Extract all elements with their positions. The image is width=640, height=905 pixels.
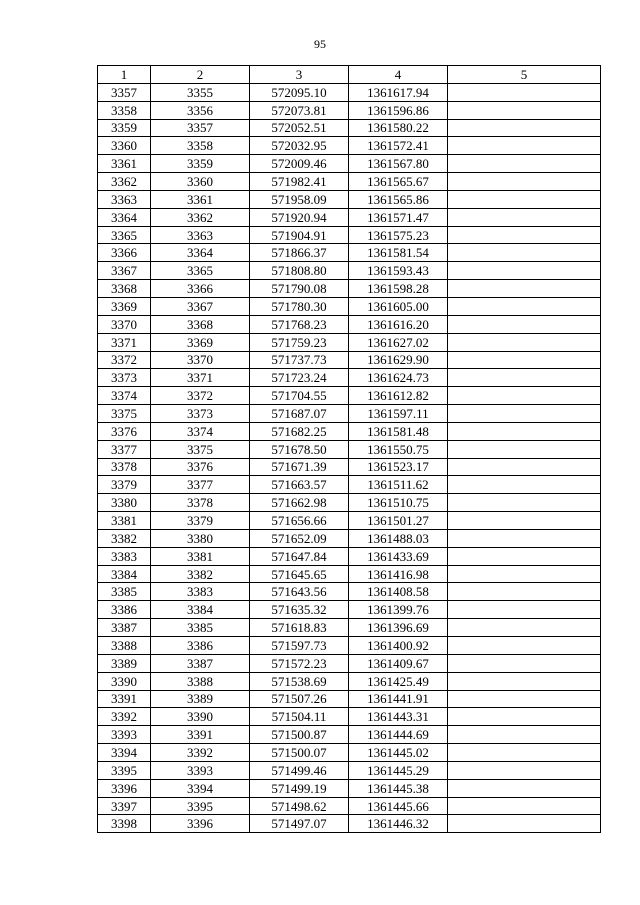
table-row <box>98 512 601 530</box>
table-cell: 571866.37 <box>250 244 349 262</box>
table-cell: 3382 <box>98 529 151 547</box>
table-cell: 3387 <box>98 619 151 637</box>
table-cell: 571597.73 <box>250 637 349 655</box>
table-cell: 1361629.90 <box>349 351 448 369</box>
table-cell: 1361433.69 <box>349 547 448 565</box>
table-cell: 3363 <box>151 226 250 244</box>
table-cell <box>448 744 601 762</box>
table-cell: 3384 <box>98 565 151 583</box>
table-cell: 1361627.02 <box>349 333 448 351</box>
table-cell: 571759.23 <box>250 333 349 351</box>
table-row <box>98 83 601 101</box>
table-cell: 3374 <box>98 387 151 405</box>
table-cell: 3363 <box>98 190 151 208</box>
table-cell: 571904.91 <box>250 226 349 244</box>
table-row <box>98 280 601 298</box>
table-row <box>98 119 601 137</box>
table-cell: 3394 <box>151 779 250 797</box>
table-cell: 1361580.22 <box>349 119 448 137</box>
table-cell: 3370 <box>98 315 151 333</box>
table-cell: 3368 <box>98 280 151 298</box>
table-cell: 1361565.67 <box>349 173 448 191</box>
table-cell <box>448 173 601 191</box>
table-cell: 571497.07 <box>250 815 349 833</box>
table-cell: 1361567.80 <box>349 155 448 173</box>
table-cell: 1361575.23 <box>349 226 448 244</box>
table-cell: 3377 <box>151 476 250 494</box>
table-cell: 3395 <box>151 797 250 815</box>
table-cell: 1361511.62 <box>349 476 448 494</box>
table-cell: 571499.46 <box>250 761 349 779</box>
table-row <box>98 262 601 280</box>
table-cell: 3364 <box>151 244 250 262</box>
table-cell: 3390 <box>151 708 250 726</box>
table-cell: 3379 <box>151 512 250 530</box>
table-cell: 571723.24 <box>250 369 349 387</box>
table-cell: 1361565.86 <box>349 190 448 208</box>
table-cell: 3369 <box>151 333 250 351</box>
table-cell: 571500.07 <box>250 744 349 762</box>
table-cell: 1361501.27 <box>349 512 448 530</box>
table-cell: 3376 <box>98 422 151 440</box>
table-row <box>98 744 601 762</box>
table-cell: 3376 <box>151 458 250 476</box>
table-row <box>98 529 601 547</box>
column-header: 2 <box>151 66 250 84</box>
table-row <box>98 565 601 583</box>
table-cell: 1361400.92 <box>349 637 448 655</box>
table-cell: 571538.69 <box>250 672 349 690</box>
table-cell: 3379 <box>98 476 151 494</box>
column-header: 1 <box>98 66 151 84</box>
table-cell: 571687.07 <box>250 405 349 423</box>
table-cell: 1361441.91 <box>349 690 448 708</box>
table-cell <box>448 137 601 155</box>
table-cell: 1361399.76 <box>349 601 448 619</box>
table-cell <box>448 797 601 815</box>
table-cell <box>448 690 601 708</box>
table-body <box>98 83 601 832</box>
table-cell <box>448 387 601 405</box>
table-cell: 1361445.66 <box>349 797 448 815</box>
table-cell <box>448 779 601 797</box>
table-row <box>98 797 601 815</box>
table-cell: 1361581.54 <box>349 244 448 262</box>
table-cell: 3389 <box>98 654 151 672</box>
table-cell: 1361445.38 <box>349 779 448 797</box>
table-cell: 3375 <box>151 440 250 458</box>
table-cell: 3385 <box>98 583 151 601</box>
table-cell: 3391 <box>98 690 151 708</box>
table-cell: 571499.19 <box>250 779 349 797</box>
table-row <box>98 297 601 315</box>
table-cell: 3395 <box>98 761 151 779</box>
table-cell <box>448 280 601 298</box>
table-cell: 3390 <box>98 672 151 690</box>
table-cell <box>448 654 601 672</box>
table-cell: 3373 <box>151 405 250 423</box>
table-cell: 3383 <box>151 583 250 601</box>
table-row <box>98 761 601 779</box>
table-cell: 3396 <box>151 815 250 833</box>
table-row <box>98 779 601 797</box>
table-row <box>98 690 601 708</box>
table-cell <box>448 583 601 601</box>
table-row <box>98 672 601 690</box>
table-cell: 3389 <box>151 690 250 708</box>
table-cell <box>448 422 601 440</box>
table-cell: 1361416.98 <box>349 565 448 583</box>
table-cell <box>448 101 601 119</box>
table-cell: 1361445.02 <box>349 744 448 762</box>
page-number: 95 <box>314 37 326 51</box>
table-cell <box>448 815 601 833</box>
table-cell: 3393 <box>98 726 151 744</box>
table-cell <box>448 208 601 226</box>
table-row <box>98 155 601 173</box>
table-cell: 1361425.49 <box>349 672 448 690</box>
table-cell: 1361396.69 <box>349 619 448 637</box>
table-cell: 3360 <box>151 173 250 191</box>
table-cell: 571635.32 <box>250 601 349 619</box>
table-cell: 3380 <box>151 529 250 547</box>
table-cell: 3361 <box>151 190 250 208</box>
table-row <box>98 726 601 744</box>
table-cell: 3367 <box>98 262 151 280</box>
table-cell: 571498.62 <box>250 797 349 815</box>
table-cell: 571982.41 <box>250 173 349 191</box>
table-cell: 3388 <box>98 637 151 655</box>
table-cell: 3383 <box>98 547 151 565</box>
table-cell: 3360 <box>98 137 151 155</box>
table-cell: 3386 <box>98 601 151 619</box>
table-cell: 572095.10 <box>250 83 349 101</box>
table-row <box>98 244 601 262</box>
table-cell: 1361572.41 <box>349 137 448 155</box>
table-cell: 3372 <box>151 387 250 405</box>
table-cell <box>448 761 601 779</box>
table-row <box>98 369 601 387</box>
table-cell: 571504.11 <box>250 708 349 726</box>
table-row <box>98 333 601 351</box>
table-cell: 3392 <box>98 708 151 726</box>
table-cell: 3374 <box>151 422 250 440</box>
column-header: 4 <box>349 66 448 84</box>
table-cell <box>448 226 601 244</box>
table-cell: 3373 <box>98 369 151 387</box>
table-cell: 1361408.58 <box>349 583 448 601</box>
table-cell: 572052.51 <box>250 119 349 137</box>
table-cell: 1361571.47 <box>349 208 448 226</box>
table-cell <box>448 190 601 208</box>
table-cell <box>448 458 601 476</box>
table-cell: 571643.56 <box>250 583 349 601</box>
table-cell: 3377 <box>98 440 151 458</box>
table-cell: 3388 <box>151 672 250 690</box>
table-cell: 3391 <box>151 726 250 744</box>
table-cell <box>448 637 601 655</box>
table-cell: 3357 <box>151 119 250 137</box>
table-cell <box>448 244 601 262</box>
table-cell: 3358 <box>151 137 250 155</box>
table-cell: 571790.08 <box>250 280 349 298</box>
table-row <box>98 458 601 476</box>
table-row <box>98 137 601 155</box>
table-row <box>98 226 601 244</box>
table-cell: 571808.80 <box>250 262 349 280</box>
table-row <box>98 315 601 333</box>
table-row <box>98 619 601 637</box>
table-cell <box>448 565 601 583</box>
table-cell: 571737.73 <box>250 351 349 369</box>
table-row <box>98 815 601 833</box>
table-cell <box>448 333 601 351</box>
table-cell: 571780.30 <box>250 297 349 315</box>
table-cell <box>448 369 601 387</box>
table-cell <box>448 476 601 494</box>
table-cell: 3397 <box>98 797 151 815</box>
table-cell: 3367 <box>151 297 250 315</box>
table-cell: 571704.55 <box>250 387 349 405</box>
table-cell: 1361523.17 <box>349 458 448 476</box>
table-cell: 571500.87 <box>250 726 349 744</box>
table-cell: 571572.23 <box>250 654 349 672</box>
column-header: 3 <box>250 66 349 84</box>
table-cell: 3398 <box>98 815 151 833</box>
table-cell: 3362 <box>151 208 250 226</box>
table-row <box>98 173 601 191</box>
table-cell: 3359 <box>98 119 151 137</box>
table-row <box>98 405 601 423</box>
table-row <box>98 387 601 405</box>
table-cell: 3362 <box>98 173 151 191</box>
table-cell: 3382 <box>151 565 250 583</box>
table-cell: 571671.39 <box>250 458 349 476</box>
table-cell: 3381 <box>98 512 151 530</box>
table-cell: 1361605.00 <box>349 297 448 315</box>
table-cell: 571662.98 <box>250 494 349 512</box>
table-cell <box>448 512 601 530</box>
table-cell <box>448 315 601 333</box>
table-cell: 3366 <box>151 280 250 298</box>
table-cell: 3386 <box>151 637 250 655</box>
table-cell: 3365 <box>98 226 151 244</box>
table-cell: 571652.09 <box>250 529 349 547</box>
table-cell: 3356 <box>151 101 250 119</box>
table-cell: 572073.81 <box>250 101 349 119</box>
table-cell: 3368 <box>151 315 250 333</box>
table-cell <box>448 601 601 619</box>
table-cell: 1361445.29 <box>349 761 448 779</box>
table-row <box>98 601 601 619</box>
table-cell: 3365 <box>151 262 250 280</box>
table-cell: 3366 <box>98 244 151 262</box>
table-row <box>98 708 601 726</box>
table-cell: 1361446.32 <box>349 815 448 833</box>
table-cell <box>448 297 601 315</box>
table-cell <box>448 440 601 458</box>
table-cell <box>448 708 601 726</box>
table-row <box>98 351 601 369</box>
table-row <box>98 654 601 672</box>
table-cell: 1361624.73 <box>349 369 448 387</box>
table-row <box>98 547 601 565</box>
table-cell: 1361616.20 <box>349 315 448 333</box>
table-cell <box>448 672 601 690</box>
table-cell <box>448 405 601 423</box>
table-cell: 3375 <box>98 405 151 423</box>
table-row <box>98 422 601 440</box>
table-cell: 571647.84 <box>250 547 349 565</box>
table-cell: 3394 <box>98 744 151 762</box>
table-cell: 3357 <box>98 83 151 101</box>
table-cell: 571645.65 <box>250 565 349 583</box>
table-row <box>98 583 601 601</box>
table-cell: 571682.25 <box>250 422 349 440</box>
table-cell: 3364 <box>98 208 151 226</box>
table-cell: 1361488.03 <box>349 529 448 547</box>
table-cell: 1361444.69 <box>349 726 448 744</box>
table-cell <box>448 155 601 173</box>
table-cell: 1361443.31 <box>349 708 448 726</box>
table-cell: 571618.83 <box>250 619 349 637</box>
table-cell <box>448 351 601 369</box>
table-row <box>98 101 601 119</box>
table-cell: 1361612.82 <box>349 387 448 405</box>
table-cell: 571920.94 <box>250 208 349 226</box>
table-cell <box>448 619 601 637</box>
table-cell: 3378 <box>151 494 250 512</box>
table-cell: 3358 <box>98 101 151 119</box>
table-cell: 3380 <box>98 494 151 512</box>
table-cell: 3393 <box>151 761 250 779</box>
table-cell: 571958.09 <box>250 190 349 208</box>
table-cell: 1361596.86 <box>349 101 448 119</box>
table-cell <box>448 262 601 280</box>
table-cell: 3378 <box>98 458 151 476</box>
table-cell: 3371 <box>98 333 151 351</box>
table-row <box>98 494 601 512</box>
table-cell <box>448 494 601 512</box>
table-cell: 3396 <box>98 779 151 797</box>
table-row <box>98 637 601 655</box>
table-cell: 3359 <box>151 155 250 173</box>
table-cell: 3387 <box>151 654 250 672</box>
table-row <box>98 440 601 458</box>
table-cell <box>448 529 601 547</box>
table-cell: 3381 <box>151 547 250 565</box>
table-cell: 3371 <box>151 369 250 387</box>
table-cell: 571663.57 <box>250 476 349 494</box>
table-cell <box>448 83 601 101</box>
table-cell: 3372 <box>98 351 151 369</box>
table-cell <box>448 119 601 137</box>
table-cell: 3355 <box>151 83 250 101</box>
table-cell: 1361510.75 <box>349 494 448 512</box>
table-cell: 3392 <box>151 744 250 762</box>
table-cell: 572032.95 <box>250 137 349 155</box>
table-row <box>98 208 601 226</box>
table-cell: 571656.66 <box>250 512 349 530</box>
table-cell: 571678.50 <box>250 440 349 458</box>
table-cell: 1361409.67 <box>349 654 448 672</box>
table-cell: 3370 <box>151 351 250 369</box>
table-row <box>98 190 601 208</box>
table-cell: 1361593.43 <box>349 262 448 280</box>
table-cell: 1361581.48 <box>349 422 448 440</box>
table-cell: 571768.23 <box>250 315 349 333</box>
table-cell: 3385 <box>151 619 250 637</box>
table-cell: 3384 <box>151 601 250 619</box>
table-cell <box>448 547 601 565</box>
table-cell: 3369 <box>98 297 151 315</box>
coordinates-table <box>97 65 601 833</box>
table-cell: 1361597.11 <box>349 405 448 423</box>
table-row <box>98 476 601 494</box>
table-cell: 3361 <box>98 155 151 173</box>
table-cell <box>448 726 601 744</box>
table-cell: 1361617.94 <box>349 83 448 101</box>
table-cell: 1361598.28 <box>349 280 448 298</box>
table-cell: 571507.26 <box>250 690 349 708</box>
table-cell: 572009.46 <box>250 155 349 173</box>
table-header-row <box>98 66 601 84</box>
table-cell: 1361550.75 <box>349 440 448 458</box>
column-header: 5 <box>448 66 601 84</box>
